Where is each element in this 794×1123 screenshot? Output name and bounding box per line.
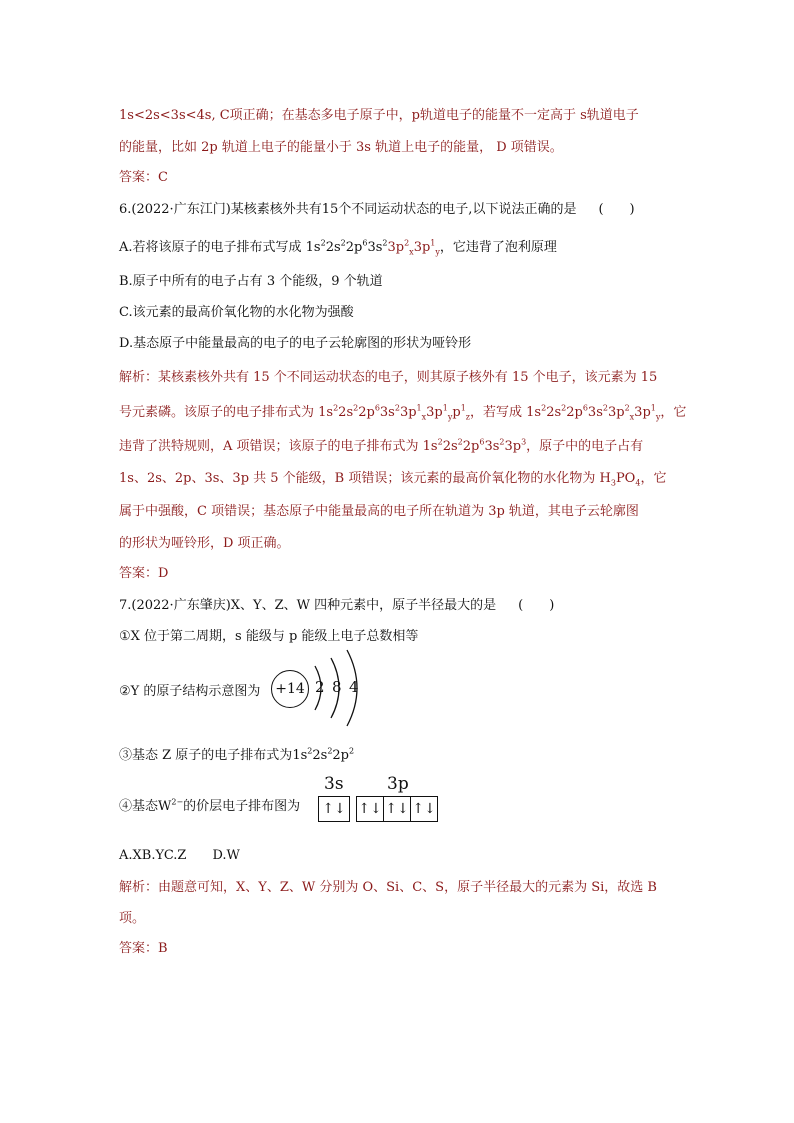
option-a: A.若将该原子的电子排布式写成 $1s^22s^22p^63s^23p^2_x3p^1_y$，它违背了泡利原理 — [119, 238, 557, 257]
shell-count: 2 — [315, 678, 325, 696]
nucleus: +14 — [271, 670, 309, 708]
explanation-line: 1s<2s<3s<4s, C项正确；在基态多电子原子中，p轨道电子的能量不一定高于 s轨道电子 — [119, 108, 639, 123]
answer-label: 答案：B — [119, 941, 168, 956]
question-7-stem: 7.(2022·广东肇庆)X、Y、Z、W 四种元素中，原子半径最大的是 ( ) — [119, 598, 555, 613]
option-b: B.原子中所有的电子占有 3 个能级，9 个轨道 — [119, 274, 383, 289]
condition-2: ②Y 的原子结构示意图为 — [119, 684, 261, 699]
explanation-line: 属于中强酸，C 项错误；基态原子中能量最高的电子所在轨道为 3p 轨道，其电子云轮廓图 — [119, 504, 639, 519]
orbital-box-3s: ↑↓ — [318, 796, 350, 822]
answer-label: 答案：D — [119, 566, 169, 581]
explanation-line: 解析：某核素核外共有 15 个不同运动状态的电子，则其原子核外有 15 个电子，该元素为 15 — [119, 370, 658, 385]
answer-label: 答案：C — [119, 170, 168, 185]
orbital-box-3p: ↑↓ — [356, 796, 384, 822]
explanation-line: 号元素磷。该原子的电子排布式为 $1s^22s^22p^63s^23p^1_x3p^1_yp^1_z$，若写成 $1s^22s^22p^63s^23p^2_x3p^1_y$，它 — [119, 403, 687, 422]
orbital-box-3p: ↑↓ — [410, 796, 438, 822]
condition-3: ③基态 Z 原子的电子排布式为$1s^22s^22p^2$ — [119, 746, 355, 763]
option-d: D.基态原子中能量最高的电子的电子云轮廓图的形状为哑铃形 — [119, 336, 472, 351]
explanation-line: 项。 — [119, 911, 146, 926]
option-c: C.该元素的最高价氧化物的水化物为强酸 — [119, 305, 354, 320]
question-6-stem: 6.(2022·广东江门)某核素核外共有15个不同运动状态的电子,以下说法正确的是 ( ) — [119, 202, 635, 217]
orbital-label-3s: 3s — [324, 774, 344, 794]
explanation-line: 的能量，比如 2p 轨道上电子的能量小于 3s 轨道上电子的能量， D 项错误。 — [119, 140, 563, 155]
condition-1: ①X 位于第二周期，s 能级与 p 能级上电子总数相等 — [119, 629, 419, 644]
orbital-box-3p: ↑↓ — [383, 796, 411, 822]
orbital-label-3p: 3p — [387, 774, 409, 794]
explanation-line: 解析：由题意可知，X、Y、Z、W 分别为 O、Si、C、S，原子半径最大的元素为 Si，故选 B — [119, 880, 657, 895]
explanation-line: 1s、2s、2p、3s、3p 共 5 个能级，B 项错误；该元素的最高价氧化物的水化物为 $H_3PO_4$，它 — [119, 471, 667, 488]
question-7-options: A.XB.YC.Z D.W — [119, 848, 240, 863]
shell-count: 4 — [349, 678, 359, 696]
condition-4: ④基态$W^{2-}$的价层电子排布图为 — [119, 797, 301, 814]
shell-count: 8 — [332, 678, 342, 696]
answer-paren: ( ) — [518, 598, 555, 613]
answer-paren: ( ) — [598, 202, 635, 217]
explanation-line: 违背了洪特规则，A 项错误；该原子的电子排布式为 $1s^22s^22p^63s^23p^3$，原子中的电子占有 — [119, 437, 644, 454]
explanation-line: 的形状为哑铃形，D 项正确。 — [119, 536, 290, 551]
